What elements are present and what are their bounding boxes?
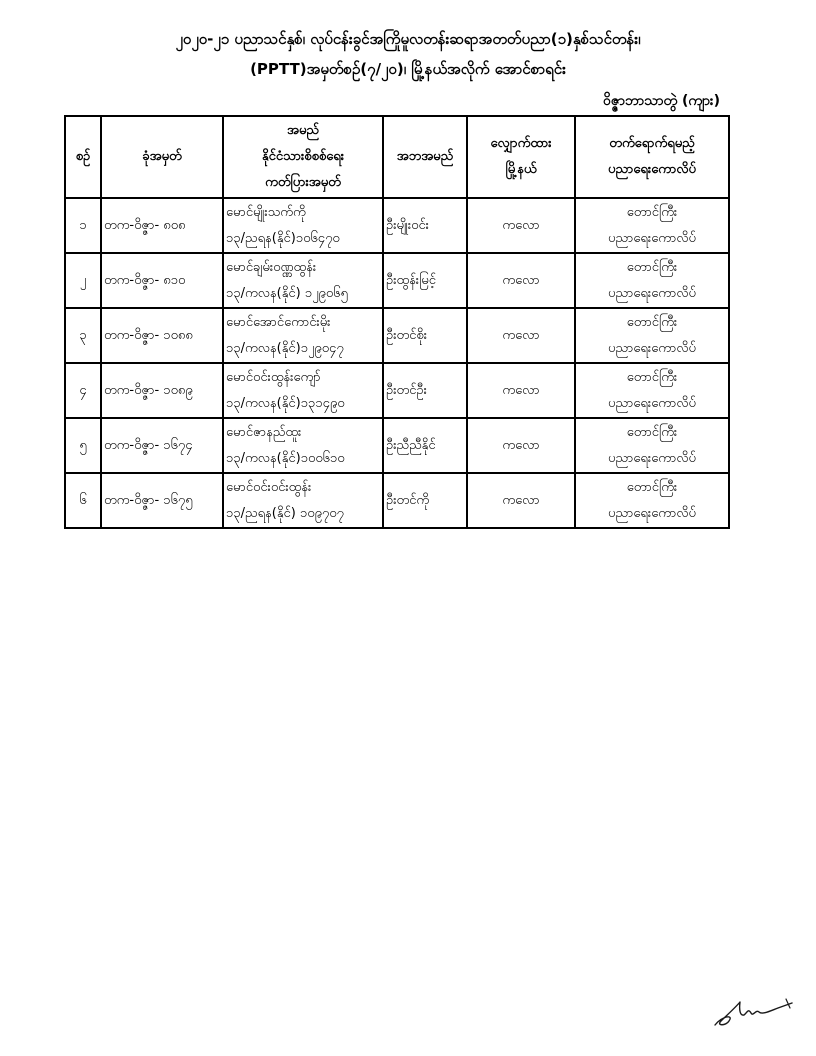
header-serial-no: စဉ် bbox=[65, 116, 101, 198]
cell-roll-number: တက-ဝိဇ္ဇာ- ၁၀၈၈ bbox=[101, 308, 223, 363]
cell-roll-number: တက-ဝိဇ္ဇာ- ၈၁၀ bbox=[101, 253, 223, 308]
header-township bbox=[467, 116, 575, 198]
cell-nrc: ၁၃/ညရန(နိုင်) ၁၀၉၇၀၇ bbox=[226, 505, 344, 521]
cell-college bbox=[575, 363, 729, 418]
cell-college-line1: တောင်ကြီး bbox=[626, 479, 678, 495]
header-college bbox=[575, 116, 729, 198]
cell-college-line2: ပညာရေးကောလိပ် bbox=[608, 230, 696, 246]
header-township-line2: မြို့နယ် bbox=[505, 162, 537, 177]
cell-father-name: ဦးတင်ကို bbox=[383, 473, 467, 528]
cell-college-line1: တောင်ကြီး bbox=[626, 204, 678, 220]
cell-college bbox=[575, 308, 729, 363]
header-township-line1: လျှောက်ထား bbox=[490, 136, 552, 151]
cell-township: ကလော bbox=[467, 473, 575, 528]
cell-college-line2: ပညာရေးကောလိပ် bbox=[608, 450, 696, 466]
cell-roll-number: တက-ဝိဇ္ဇာ- ၁၀၈၉ bbox=[101, 363, 223, 418]
cell-college-line2: ပညာရေးကောလိပ် bbox=[608, 395, 696, 411]
cell-serial-no: ၆ bbox=[65, 473, 101, 528]
cell-roll-number: တက-ဝိဇ္ဇာ- ၁၆၇၄ bbox=[101, 418, 223, 473]
cell-father-name: ဦးမျိုးဝင်း bbox=[383, 198, 467, 253]
header-father-name: အဘအမည် bbox=[383, 116, 467, 198]
cell-township: ကလော bbox=[467, 198, 575, 253]
cell-roll-number: တက-ဝိဇ္ဇာ- ၈၀၈ bbox=[101, 198, 223, 253]
cell-township: ကလော bbox=[467, 418, 575, 473]
cell-college-line1: တောင်ကြီး bbox=[626, 314, 678, 330]
subject-group-label: ဝိဇ္ဇာဘာသာတွဲ (ကျား) bbox=[603, 93, 720, 109]
cell-name: မောင်ချမ်းဝဏ္ဏထွန်း bbox=[226, 259, 317, 275]
cell-name: မောင်မျိုးသက်ကို bbox=[226, 204, 306, 220]
table-row bbox=[65, 418, 729, 473]
cell-college-line1: တောင်ကြီး bbox=[626, 259, 678, 275]
table-row bbox=[65, 308, 729, 363]
document-title-line2: (PPTT)အမှတ်စဉ်(၇/၂၀)၊ မြို့နယ်အလိုက် အောင်စာရင်း bbox=[250, 60, 566, 78]
header-college-line1: တက်ရောက်ရမည့် bbox=[609, 136, 695, 151]
header-roll-number: ခုံအမှတ် bbox=[101, 116, 223, 198]
table-row bbox=[65, 198, 729, 253]
document-title-line1: ၂၀၂၀-၂၁ ပညာသင်နှစ်၊ လုပ်ငန်းခွင်အကြိုမူလတန်းဆရာအတတ်ပညာ(၁)နှစ်သင်တန်း၊ bbox=[175, 30, 641, 48]
cell-serial-no: ၁ bbox=[65, 198, 101, 253]
cell-father-name: ဦးတင်စိုး bbox=[383, 308, 467, 363]
cell-name-nrc bbox=[223, 418, 383, 473]
cell-name: မောင်ဝင်းဝင်းထွန်း bbox=[226, 479, 312, 495]
cell-name: မောင်ဝင်းထွန်းကျော် bbox=[226, 369, 321, 385]
cell-name-nrc bbox=[223, 363, 383, 418]
header-name-line2: နိုင်ငံသားစိစစ်ရေး bbox=[261, 149, 345, 164]
table-row bbox=[65, 253, 729, 308]
table-row bbox=[65, 473, 729, 528]
header-name-nrc bbox=[223, 116, 383, 198]
cell-township: ကလော bbox=[467, 363, 575, 418]
cell-name-nrc bbox=[223, 198, 383, 253]
pass-list-table bbox=[64, 115, 730, 529]
cell-township: ကလော bbox=[467, 308, 575, 363]
signature bbox=[712, 996, 796, 1030]
cell-name-nrc bbox=[223, 473, 383, 528]
table-header-row bbox=[65, 116, 729, 198]
header-college-line2: ပညာရေးကောလိပ် bbox=[608, 162, 696, 177]
cell-college-line2: ပညာရေးကောလိပ် bbox=[608, 340, 696, 356]
cell-college-line1: တောင်ကြီး bbox=[626, 369, 678, 385]
cell-father-name: ဦးထွန်းမြင့် bbox=[383, 253, 467, 308]
cell-roll-number: တက-ဝိဇ္ဇာ- ၁၆၇၅ bbox=[101, 473, 223, 528]
cell-college-line1: တောင်ကြီး bbox=[626, 424, 678, 440]
cell-name: မောင်အောင်ကောင်းမိုး bbox=[226, 314, 331, 330]
cell-nrc: ၁၃/ညရန(နိုင်)၁၀၆၄၇၀ bbox=[226, 230, 340, 246]
cell-father-name: ဦးညီညီနိုင် bbox=[383, 418, 467, 473]
cell-college-line2: ပညာရေးကောလိပ် bbox=[608, 505, 696, 521]
cell-serial-no: ၃ bbox=[65, 308, 101, 363]
cell-father-name: ဦးတင်ဦး bbox=[383, 363, 467, 418]
cell-nrc: ၁၃/ကလန(နိုင်) ၁၂၉၀၆၅ bbox=[226, 285, 348, 301]
cell-college bbox=[575, 253, 729, 308]
cell-nrc: ၁၃/ကလန(နိုင်)၁၂၉၀၄၇ bbox=[226, 340, 344, 356]
cell-serial-no: ၄ bbox=[65, 363, 101, 418]
cell-nrc: ၁၃/ကလန(နိုင်)၁၀၀၆၁၀ bbox=[226, 450, 345, 466]
cell-college bbox=[575, 473, 729, 528]
cell-name-nrc bbox=[223, 253, 383, 308]
cell-serial-no: ၂ bbox=[65, 253, 101, 308]
header-name-line3: ကတ်ပြားအမှတ် bbox=[265, 175, 341, 190]
header-name-line1: အမည် bbox=[287, 123, 319, 138]
cell-name-nrc bbox=[223, 308, 383, 363]
cell-college-line2: ပညာရေးကောလိပ် bbox=[608, 285, 696, 301]
cell-serial-no: ၅ bbox=[65, 418, 101, 473]
cell-name: မောင်ဇာနည်ထူး bbox=[226, 424, 302, 440]
table-row bbox=[65, 363, 729, 418]
cell-college bbox=[575, 198, 729, 253]
cell-nrc: ၁၃/ကလန(နိုင်)၁၃၁၄၉၀ bbox=[226, 395, 345, 411]
cell-college bbox=[575, 418, 729, 473]
cell-township: ကလော bbox=[467, 253, 575, 308]
